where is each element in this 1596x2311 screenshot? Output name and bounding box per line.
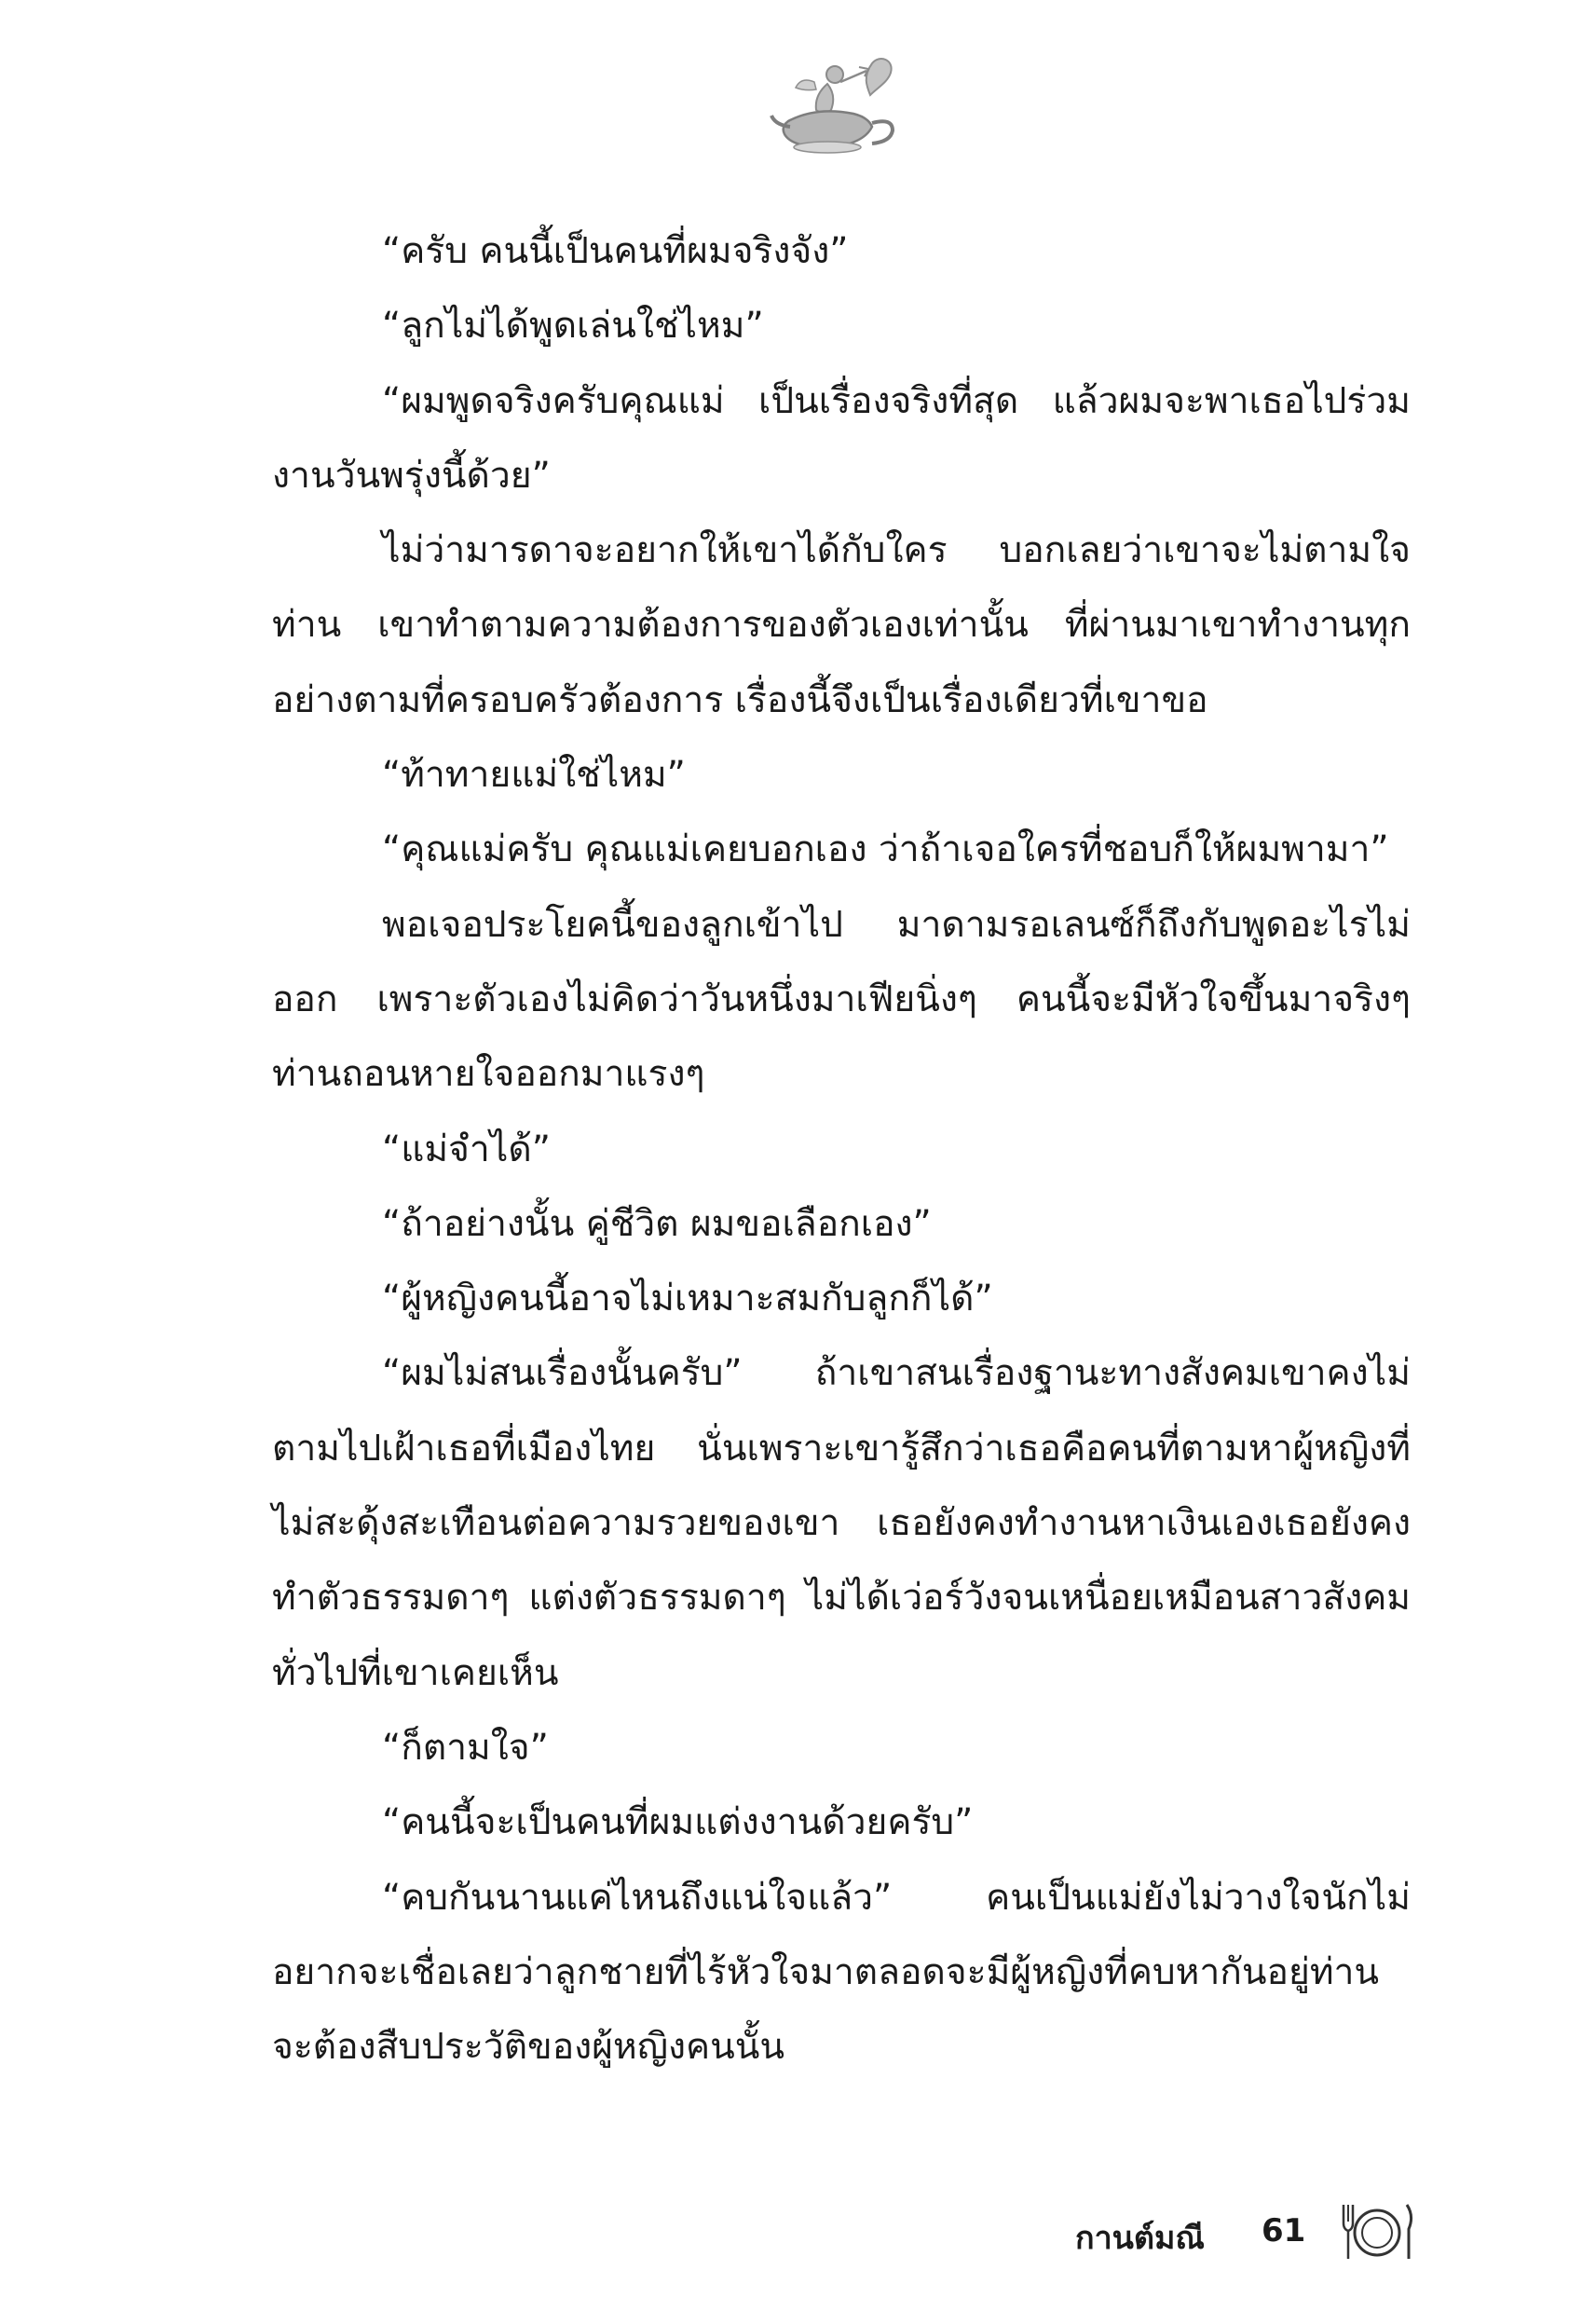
book-title: กานต์มณี [1075,2220,1205,2257]
paragraph: “ท้าทายแม่ใช่ไหม” [382,754,686,797]
paragraph: “ผมพูดจริงครับคุณแม่ เป็นเรื่องจริงที่สุด แล้วผมจะพาเธอไปร่วมงานวันพรุ่งนี้ด้วย” [272,379,1411,497]
paragraph: ไม่ว่ามารดาจะอยากให้เขาได้กับใคร บอกเลยว่าเขาจะไม่ตามใจท่าน เขาทำตามความต้องการของตัวเองเท่านั้น ที่ผ่านมาเขาทำงานทุกอย่างตามที่ครอบครัวต้องการ เรื่องนี้จึงเป็นเรื่องเดียวที่เขาขอ [272,529,1411,721]
paragraph: “คนนี้จะเป็นคนที่ผมแต่งงานด้วยครับ” [382,1801,974,1844]
paragraph: “คุณแม่ครับ คุณแม่เคยบอกเอง ว่าถ้าเจอใครที่ชอบก็ให้ผมพามา” [382,828,1389,871]
paragraph: “คบกันนานแค่ไหนถึงแน่ใจแล้ว” คนเป็นแม่ยังไม่วางใจนักไม่อยากจะเชื่อเลยว่าลูกชายที่ไร้หัวใจมาตลอดจะมีผู้หญิงที่คบหากันอยู่ท่านจะต้องสืบประวัติของผู้หญิงคนนั้น [272,1876,1411,2069]
paragraph: “ก็ตามใจ” [382,1726,549,1769]
paragraph: “แม่จำได้” [382,1128,551,1170]
plate-cutlery-icon [1336,2199,1416,2264]
paragraph: “ถ้าอย่างนั้น คู่ชีวิต ผมขอเลือกเอง” [382,1202,932,1245]
page-number: 61 [1262,2212,1306,2249]
cupid-teapot-ornament-icon [770,54,909,157]
paragraph: “ผู้หญิงคนนี้อาจไม่เหมาะสมกับลูกก็ได้” [382,1278,993,1320]
page-footer [1062,2192,1416,2276]
paragraph: พอเจอประโยคนี้ของลูกเข้าไป มาดามรอเลนซ์ก็ถึงกับพูดอะไรไม่ออก เพราะตัวเองไม่คิดว่าวันหนึ่งมาเฟียนิ่งๆ คนนี้จะมีหัวใจขึ้นมาจริงๆ ท่านถอนหายใจออกมาแรงๆ [272,903,1411,1096]
paragraph: “ผมไม่สนเรื่องนั้นครับ” ถ้าเขาสนเรื่องฐานะทางสังคมเขาคงไม่ตามไปเฝ้าเธอที่เมืองไทย นั่นเพราะเขารู้สึกว่าเธอคือคนที่ตามหาผู้หญิงที่ไม่สะดุ้งสะเทือนต่อความรวยของเขา เธอยังคงทำงานหาเงินเองเธอยังคงทำตัวธรรมดาๆ แต่งตัวธรรมดาๆ ไม่ได้เว่อร์วังจนเหนื่อยเหมือนสาวสังคมทั่วไปที่เขาเคยเห็น [272,1352,1411,1694]
paragraph: “ลูกไม่ได้พูดเล่นใช่ไหม” [382,305,764,348]
body-text [272,214,1411,2085]
paragraph: “ครับ คนนี้เป็นคนที่ผมจริงจัง” [382,230,849,272]
